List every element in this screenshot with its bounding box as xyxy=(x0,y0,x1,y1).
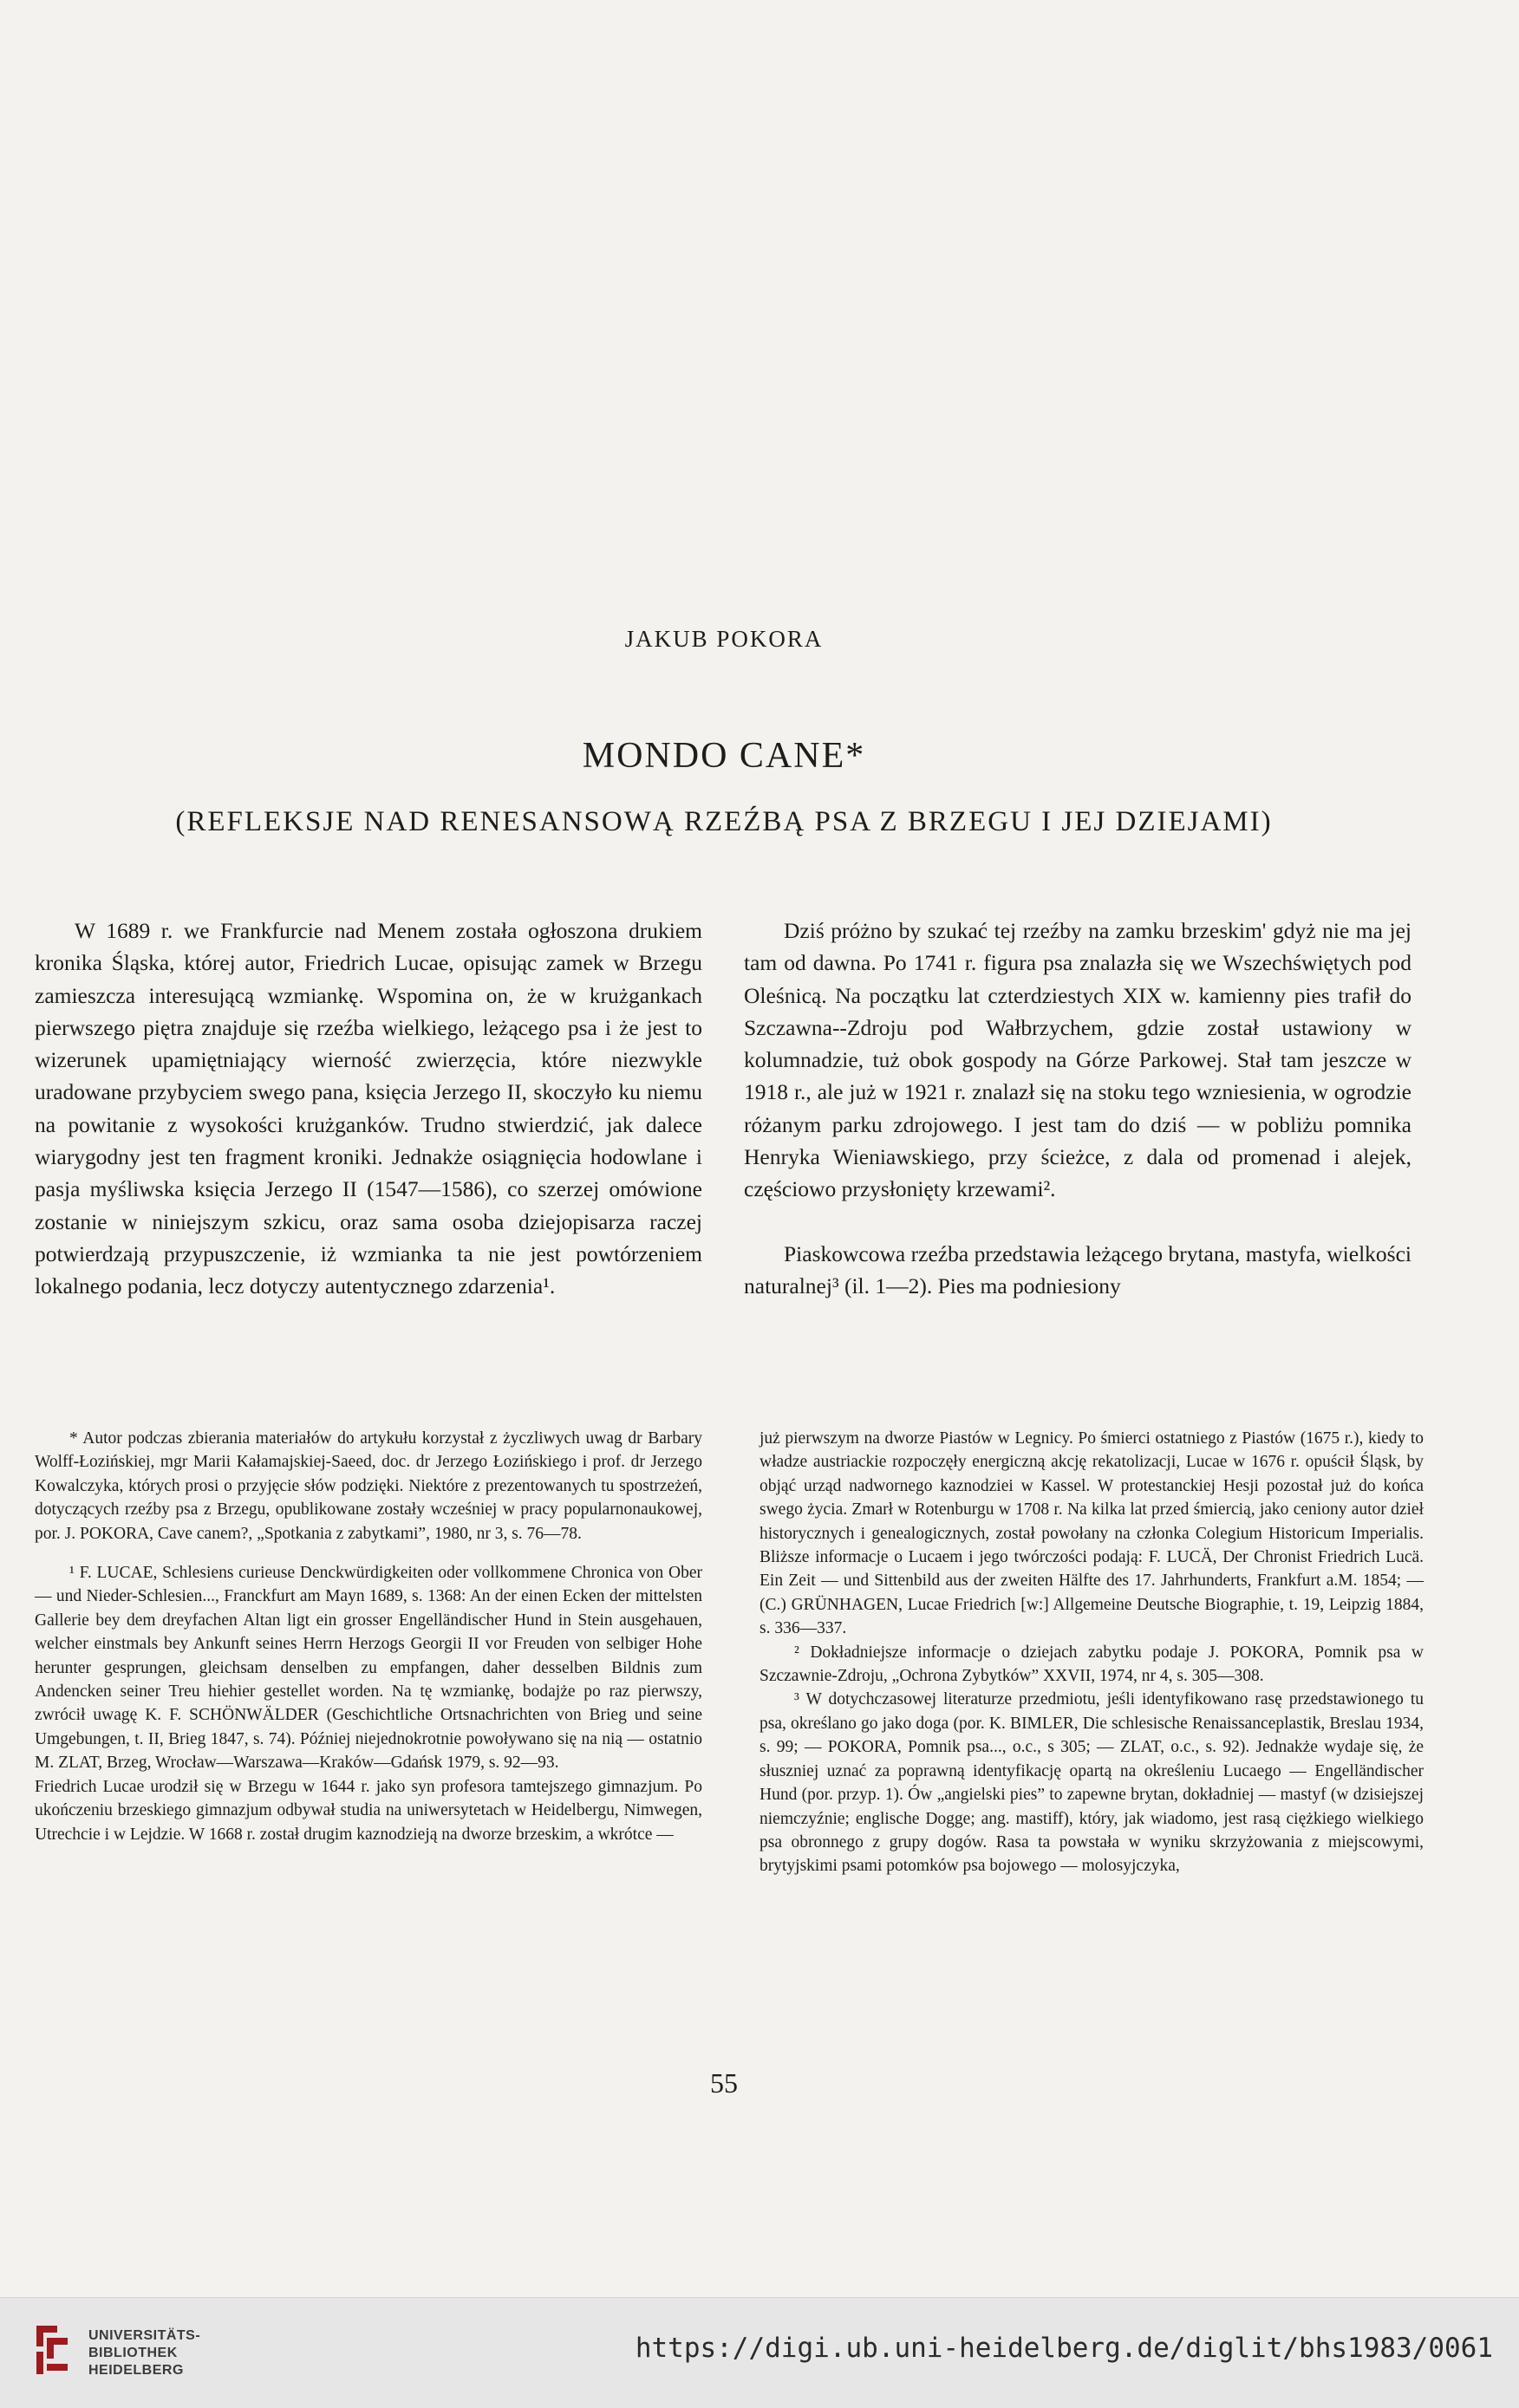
library-name-line3: HEIDELBERG xyxy=(88,2363,184,2378)
body-paragraph: W 1689 r. we Frankfurcie nad Menem została ogłoszona drukiem kronika Śląska, której autor, Friedrich Lucae, opisując zamek w Brzegu zamieszcza interesującą wzmiankę. Wspomina on, że w krużgankach pierwszego piętra znajduje się rzeźba wielkiego, leżącego psa i że jest to wizerunek upamiętniający wierność zwierzęcia, które niezwykle uradowane przybyciem swego pana, księcia Jerzego II, skoczyło ku niemu na powitanie z wysokości krużganków. Trudno stwierdzić, jak dalece wiarygodny jest ten fragment kroniki. Jednakże osiągnięcia hodowlane i pasja myśliwska księcia Jerzego II (1547—1586), co szerzej omówione zostanie w niniejszym szkicu, oraz sama osoba dziejopisarza raczej potwierdzają przypuszczenie, iż wzmianka ta nie jest powtórzeniem lokalnego podania, lecz dotyczy autentycznego zdarzenia¹. xyxy=(35,918,702,1299)
footnote-asterisk: * Autor podczas zbierania materiałów do artykułu korzystał z życzliwych uwag dr Barbary Wolff-Łozińskiej, mgr Marii Kałamajskiej-Saeed, doc. dr Jerzego Łozińskiego i prof. dr Jerzego Kowalczyka, których prosi o przyjęcie słów podzięki. Niektóre z prezentowanych tu spostrzeżeń, dotyczących rzeźby psa z Brzegu, opublikowane zostały wcześniej w pracy popularnonaukowej, por. J. POKORA, Cave canem?, „Spotkania z zabytkami”, 1980, nr 3, s. 76—78. xyxy=(35,1429,702,1543)
body-paragraph: Dziś próżno by szukać tej rzeźby na zamku brzeskim' gdyż nie ma jej tam od dawna. Po 1741 r. figura psa znalazła się we Wszechświętych pod Oleśnicą. Na początku lat czterdziestych XIX w. kamienny pies trafił do Szczawna--Zdroju pod Wałbrzychem, gdzie został ustawiony w kolumnadzie, tuż obok gospody na Górze Parkowej. Stał tam jeszcze w 1918 r., ale już w 1921 r. znalazł się na stoku tego wzniesienia, w ogrodzie różanym parku zdrojowego. I jest tam do dziś — w pobliżu pomnika Henryka Wieniawskiego, przy ścieżce, z dala od promenad i alejek, częściowo przysłonięty krzewami². xyxy=(744,918,1411,1202)
footnote-3: ³ W dotychczasowej literaturze przedmiotu, jeśli identyfikowano rasę przedstawionego tu psa, określano go jako doga (por. K. BIMLER, Die schlesische Renaissanceplastik, Breslau 1934, s. 99; — POKORA, Pomnik psa..., o.c., s 305; — ZLAT, o.c., s. 92). Jednakże wydaje się, że słuszniej uznać za poprawną identyfikację opartą na określeniu Lucaego — Engelländischer Hund (por. przyp. 1). Ów „angielski pies” to zapewne brytan, dokładniej — mastyf (w dzisiejszej niemczyźnie; englische Dogge; ang. mastiff), który, jak wiadomo, jest rasą ciężkiego wielkiego psa obronnego z grupy dogów. Rasa ta powstała w wyniku skrzyżowania z miejscowymi, brytyjskimi psami potomków psa bojowego — molosyjczyka, xyxy=(760,1690,1424,1876)
footnotes-left xyxy=(35,1427,702,1846)
body-column-right xyxy=(744,914,1411,1302)
body-paragraph: Piaskowcowa rzeźba przedstawia leżącego brytana, mastyfa, wielkości naturalnej³ (il. 1—2). Pies ma podniesiony xyxy=(744,1240,1411,1298)
article-title: MONDO CANE* xyxy=(582,736,866,776)
footnote-2: ² Dokładniejsze informacje o dziejach zabytku podaje J. POKORA, Pomnik psa w Szczawnie-Zdroju, „Ochrona Zybytków” XXVII, 1974, nr 4, s. 305—308. xyxy=(760,1643,1424,1686)
footnotes-right xyxy=(760,1427,1424,1878)
footnote-1-continued: już pierwszym na dworze Piastów w Legnicy. Po śmierci ostatniego z Piastów (1675 r.), kiedy to władze austriackie rozpoczęły energiczną akcję rekatolizacji, Lucae w 1676 r. opuścił Śląsk, by objąć urząd nadwornego kaznodziei w Kassel. W protestanckiej Hesji pozostał już do końca swego życia. Zmarł w Rotenburgu w 1708 r. Na kilka lat przed śmiercią, jako ceniony autor dzieł historycznych i genealogicznych, został powołany na członka Colegium Historicum Imperialis. Bliższe informacje o Lucaem i jego twórczości podają: F. LUCÄ, Der Chronist Friedrich Lucä. Ein Zeit — und Sittenbild aus der zweiten Hälfte des 17. Jahrhunderts, Frankfurt a.M. 1854; — (C.) GRÜNHAGEN, Lucae Friedrich [w:] Allgemeine Deutsche Biographie, t. 19, Leipzig 1884, s. 336—337. xyxy=(760,1429,1424,1638)
article-author: JAKUB POKORA xyxy=(624,626,824,652)
library-name-line1: UNIVERSITÄTS- xyxy=(88,2328,201,2343)
document-url-link[interactable]: https://digi.ub.uni-heidelberg.de/diglit/bhs1983/0061 xyxy=(635,2333,1493,2364)
library-name-line2: BIBLIOTHEK xyxy=(88,2346,178,2360)
footnote-1-continued: Friedrich Lucae urodził się w Brzegu w 1644 r. jako syn profesora tamtejszego gimnazjum. Po ukończeniu brzeskiego gimnazjum odbywał studia na uniwersytetach w Heidelbergu, Nimwegen, Utrechcie i w Lejdzie. W 1668 r. został drugim kaznodzieją na dworze brzeskim, a wkrótce — xyxy=(35,1777,702,1844)
body-column-left xyxy=(35,914,702,1303)
page-number: 55 xyxy=(710,2067,738,2099)
library-logo-icon[interactable] xyxy=(31,2320,73,2379)
footnote-1: ¹ F. LUCAE, Schlesiens curieuse Denckwürdigkeiten oder vollkommene Chronica von Ober — und Nieder-Schlesien..., Franckfurt am Mayn 1689, s. 1368: An der einen Ecken der mittelsten Gallerie bey dem dreyfachen Altan ligt ein grosser Engelländischer Hund in Stein ausgehauen, welcher einstmals bey Ankunft seines Herrn Herzogs Georgii II vor Freuden von selbiger Hohe herunter gesprungen, gleichsam denselben zu empfangen, daher desselben Bildnis zum Andencken seiner Treu hiehier gestellet worden. Na tę wzmiankę, bodajże po raz pierwszy, zwrócił uwagę K. F. SCHÖNWÄLDER (Geschichtliche Ortsnachrichten von Brieg und seine Umgebungen, t. II, Brieg 1847, s. 74). Później niejednokrotnie powoływano się na nią — ostatnio M. ZLAT, Brzeg, Wrocław—Warszawa—Kraków—Gdańsk 1979, s. 92—93. xyxy=(35,1564,702,1773)
viewer-footer xyxy=(0,2297,1519,2408)
library-name[interactable] xyxy=(88,2327,200,2379)
article-subtitle: (REFLEKSJE NAD RENESANSOWĄ RZEŹBĄ PSA Z BRZEGU I JEJ DZIEJAMI) xyxy=(175,806,1273,837)
